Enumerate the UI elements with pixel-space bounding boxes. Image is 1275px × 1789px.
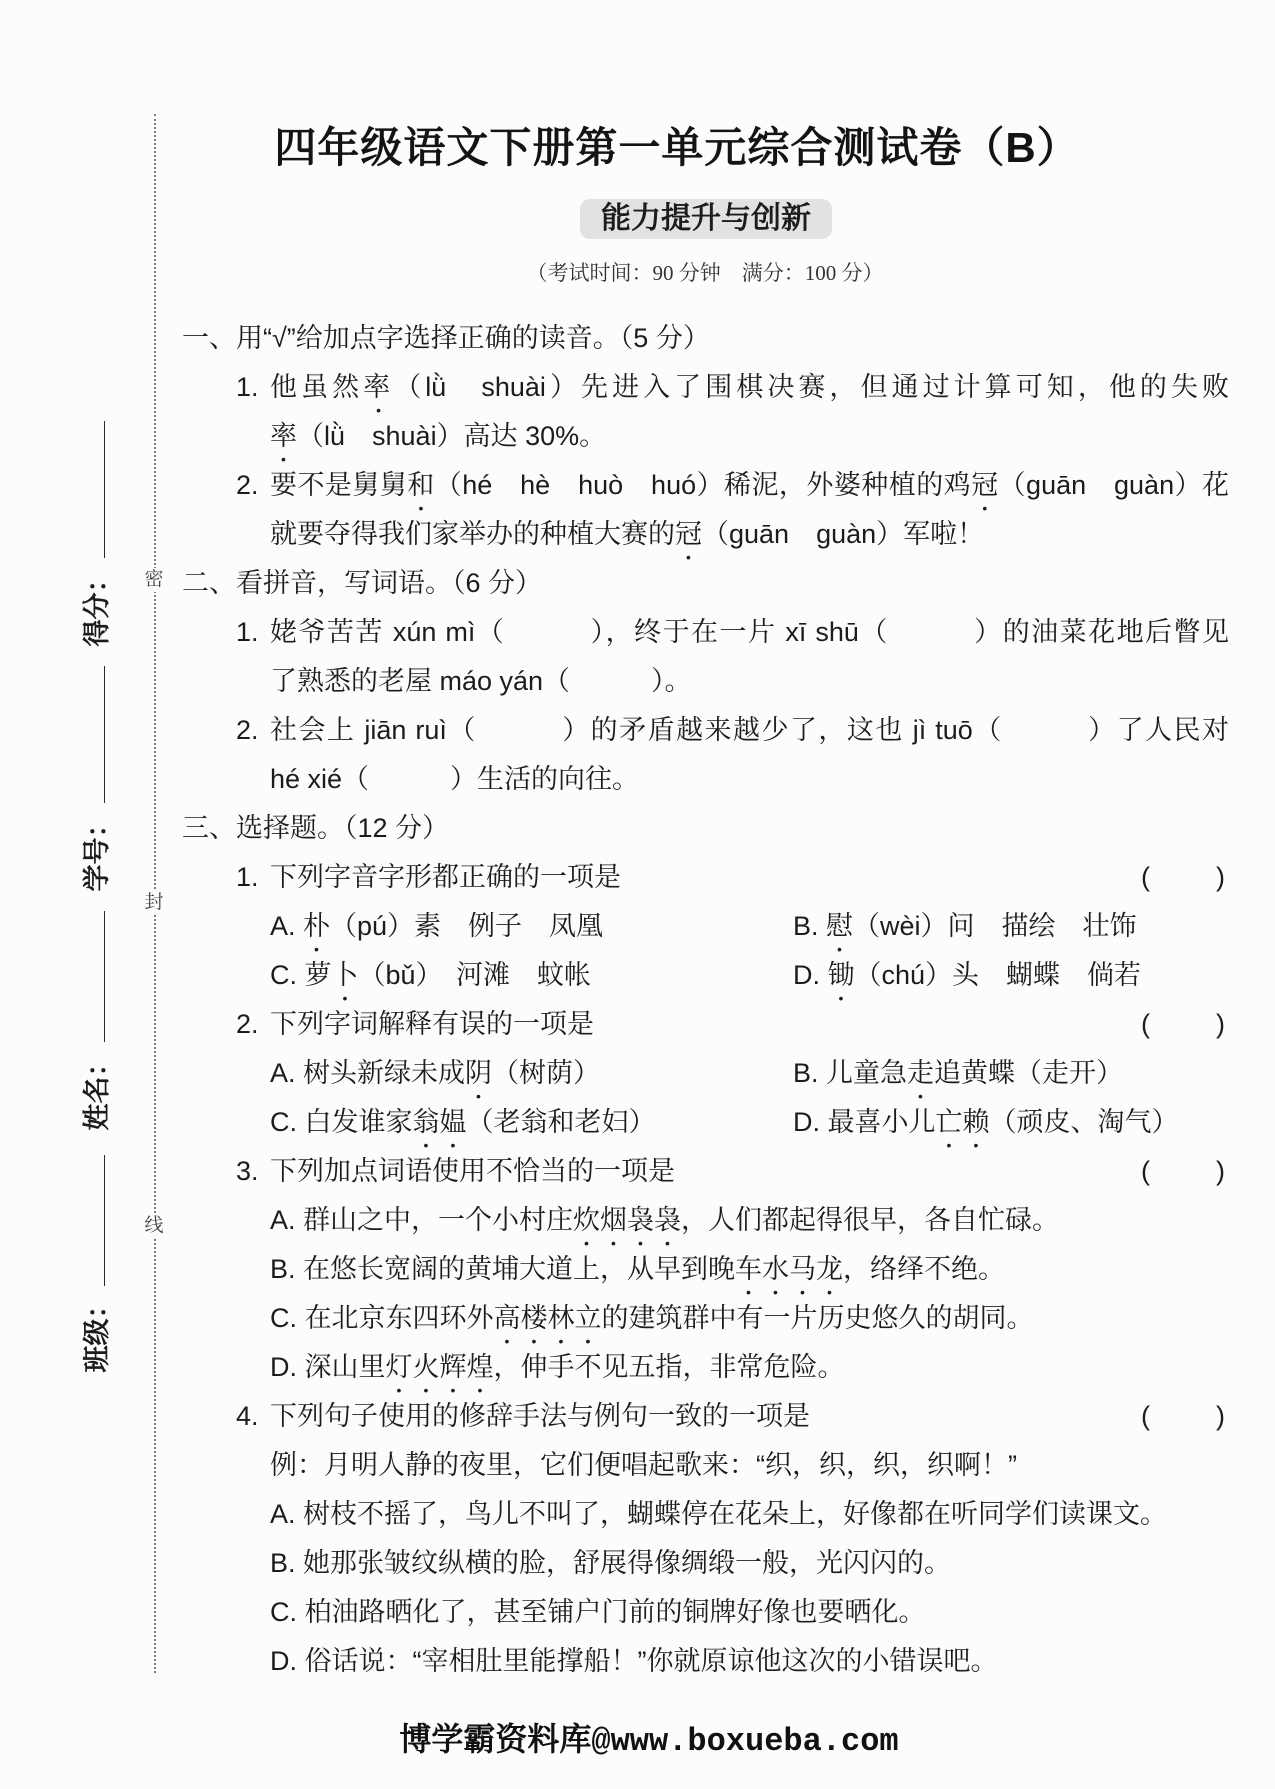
s1-q1-line-2	[0, 412, 1275, 461]
s1-q1-line-1	[0, 363, 1275, 412]
s3-q4-option-b	[0, 1539, 1275, 1588]
s3-q3-stem	[0, 1147, 1275, 1196]
option-d: D. 俗话说：“宰相肚里能撑船！”你就原谅他这次的小错误吧。	[270, 1646, 998, 1676]
section-2-heading: 二、看拼音，写词语。（6 分）	[182, 568, 543, 598]
option-a	[270, 1049, 780, 1104]
s3-q1-options-ab	[0, 902, 1275, 951]
question-text: 姥爷苦苦 xún mì（ ），终于在一片 xī shū（ ）的油菜花地后瞥见	[270, 617, 1229, 647]
dotted-character: 冠	[971, 470, 999, 500]
option-d	[270, 1343, 1229, 1392]
option-b	[793, 1049, 1229, 1104]
s3-q4-option-d	[0, 1637, 1275, 1686]
s3-q4-example	[0, 1441, 1275, 1490]
option-a	[270, 902, 780, 957]
question-number: 2.	[236, 715, 259, 745]
dotted-character: 和	[407, 470, 435, 500]
dotted-phrase: 灯火辉煌	[385, 1352, 494, 1382]
dotted-character: 卜	[331, 960, 359, 990]
question-stem: 下列加点词语使用不恰当的一项是	[270, 1156, 675, 1186]
s2-q2-line-2	[0, 755, 1275, 804]
question-text	[270, 363, 1229, 412]
dotted-character: 冠	[675, 519, 702, 549]
dotted-character: 朴	[303, 911, 331, 941]
option-d	[793, 1098, 1229, 1153]
text-segment: （树荫）	[492, 1058, 601, 1088]
seal-mark-mi: 密	[142, 568, 166, 592]
s1-q2-line-1	[0, 461, 1275, 510]
s3-q4-option-a	[0, 1490, 1275, 1539]
text-segment: B. 儿童急	[793, 1058, 908, 1088]
text-segment: （bǔ） 河滩 蚊帐	[358, 960, 592, 990]
question-stem: 下列句子使用的修辞手法与例句一致的一项是	[270, 1401, 810, 1431]
question-number: 4.	[236, 1401, 259, 1431]
dotted-character: 率	[363, 372, 395, 402]
text-segment: D. 最喜小儿	[793, 1107, 936, 1137]
text-segment: 要不是舅舅	[270, 470, 408, 500]
text-segment: 的建筑群中有一片历史悠久的胡同。	[601, 1303, 1034, 1333]
s2-q1-line-1	[0, 608, 1275, 657]
text-segment: ，伸手不见五指，非常危险。	[493, 1352, 845, 1382]
dotted-character: 锄	[827, 960, 855, 990]
option-d	[793, 951, 1229, 1006]
section-3-heading: 三、选择题。（12 分）	[182, 813, 450, 843]
question-stem: 下列字音字形都正确的一项是	[270, 862, 621, 892]
text-segment: ，络绎不绝。	[843, 1254, 1006, 1284]
option-c	[270, 951, 780, 1006]
option-a	[270, 1196, 1229, 1245]
text-segment: （chú）头 蝴蝶 倘若	[854, 960, 1142, 990]
text-segment: 就要夺得我们家举办的种植大赛的	[270, 519, 675, 549]
text-segment: （老翁和老妇）	[466, 1107, 656, 1137]
text-segment: A. 群山之中，一个小村庄	[270, 1205, 574, 1235]
seal-mark-xian: 线	[142, 1214, 166, 1238]
text-segment: （wèi）问 描绘 壮饰	[853, 911, 1137, 941]
example-sentence: 例：月明人静的夜里，它们便唱起歌来：“织，织，织，织啊！”	[270, 1450, 1017, 1480]
answer-bracket: ( )	[1141, 1401, 1229, 1431]
text-segment: B. 在悠长宽阔的黄埔大道上，从早到晚	[270, 1254, 736, 1284]
dotted-character: 阴	[465, 1058, 493, 1088]
answer-bracket: ( )	[1141, 1009, 1229, 1039]
question-stem: 下列字词解释有误的一项是	[270, 1009, 594, 1039]
s3-q3-option-d	[0, 1343, 1275, 1392]
s3-q2-options-ab	[0, 1049, 1275, 1098]
dotted-phrase: 高楼林立	[493, 1303, 602, 1333]
question-number: 2.	[236, 1009, 259, 1039]
text-segment: 他虽然	[270, 372, 364, 402]
answer-bracket: ( )	[1141, 862, 1229, 892]
option-a: A. 树枝不摇了，鸟儿不叫了，蝴蝶停在花朵上，好像都在听同学们读课文。	[270, 1499, 1168, 1529]
question-text: 了熟悉的老屋 máo yán（ ）。	[270, 666, 692, 696]
text-segment: A.	[270, 911, 304, 941]
text-segment: （顽皮、淘气）	[989, 1107, 1179, 1137]
option-b: B. 她那张皱纹纵横的脸，舒展得像绸缎一般，光闪闪的。	[270, 1548, 952, 1578]
option-c	[270, 1294, 1229, 1343]
text-segment: （guān guàn）军啦！	[702, 519, 985, 549]
class-label: 班级：	[82, 1291, 112, 1373]
dotted-phrase: 车水马龙	[735, 1254, 844, 1284]
exam-time-and-score: （考试时间：90 分钟 满分：100 分）	[526, 261, 884, 285]
s3-q3-option-b	[0, 1245, 1275, 1294]
s3-q2-options-cd	[0, 1098, 1275, 1147]
text-segment: C. 萝	[270, 960, 332, 990]
question-text: 社会上 jiān ruì（ ）的矛盾越来越少了，这也 jì tuō（ ）了人民对	[270, 715, 1229, 745]
footer-watermark: 博学霸资料库@www.boxueba.com	[399, 1723, 899, 1760]
question-number: 1.	[236, 372, 259, 402]
text-segment: C. 白发谁家	[270, 1107, 413, 1137]
text-segment: A. 树头新绿未成	[270, 1058, 466, 1088]
question-number: 3.	[236, 1156, 259, 1186]
exam-subtitle-badge: 能力提升与创新	[580, 199, 832, 239]
text-segment: （lǜ shuài）高达 30%。	[297, 421, 607, 451]
text-segment: （lǜ shuài）先进入了围棋决赛，但通过计算可知，他的失败	[394, 372, 1230, 402]
dotted-character: 亡赖	[935, 1107, 990, 1137]
s3-q4-option-c	[0, 1588, 1275, 1637]
dotted-character: 走	[907, 1058, 935, 1088]
text-segment: D. 深山里	[270, 1352, 386, 1382]
text-segment: C. 在北京东四环外	[270, 1303, 494, 1333]
question-text: hé xié（ ）生活的向往。	[270, 764, 640, 794]
dotted-character: 翁媪	[412, 1107, 467, 1137]
dotted-phrase: 炊烟袅袅	[573, 1205, 682, 1235]
s3-q3-option-a	[0, 1196, 1275, 1245]
text-segment: （pú）素 例子 凤凰	[330, 911, 604, 941]
question-text	[270, 461, 1229, 510]
s3-q1-stem	[0, 853, 1275, 902]
question-text	[270, 412, 1229, 461]
question-number: 1.	[236, 862, 259, 892]
student-id-label: 学号：	[82, 810, 112, 892]
option-c	[270, 1098, 780, 1153]
text-segment: （hé hè huò huó）稀泥，外婆种植的鸡	[434, 470, 972, 500]
option-b	[270, 1245, 1229, 1294]
exam-title: 四年级语文下册第一单元综合测试卷（B）	[274, 124, 1080, 171]
name-label: 姓名：	[82, 1049, 112, 1131]
section-1-heading: 一、用“√”给加点字选择正确的读音。（5 分）	[182, 323, 710, 353]
text-segment: D.	[793, 960, 828, 990]
text-segment: （guān guàn）花	[998, 470, 1230, 500]
seal-mark-feng: 封	[142, 891, 166, 915]
s3-q2-stem	[0, 1000, 1275, 1049]
s1-q2-line-2	[0, 510, 1275, 559]
option-b	[793, 902, 1229, 957]
text-segment: B.	[793, 911, 827, 941]
question-number: 2.	[236, 470, 259, 500]
dotted-character: 慰	[826, 911, 854, 941]
s2-q1-line-2	[0, 657, 1275, 706]
s3-q4-stem	[0, 1392, 1275, 1441]
option-c: C. 柏油路晒化了，甚至铺户门前的铜牌好像也要晒化。	[270, 1597, 926, 1627]
text-segment: ，人们都起得很早，各自忙碌。	[681, 1205, 1060, 1235]
dotted-character: 率	[270, 421, 297, 451]
question-number: 1.	[236, 617, 259, 647]
question-text	[270, 510, 1229, 559]
s3-q3-option-c	[0, 1294, 1275, 1343]
score-label: 得分：	[82, 565, 112, 647]
s3-q1-options-cd	[0, 951, 1275, 1000]
exam-body	[0, 314, 1275, 1686]
text-segment: 追黄蝶（走开）	[934, 1058, 1124, 1088]
answer-bracket: ( )	[1141, 1156, 1229, 1186]
s2-q2-line-1	[0, 706, 1275, 755]
